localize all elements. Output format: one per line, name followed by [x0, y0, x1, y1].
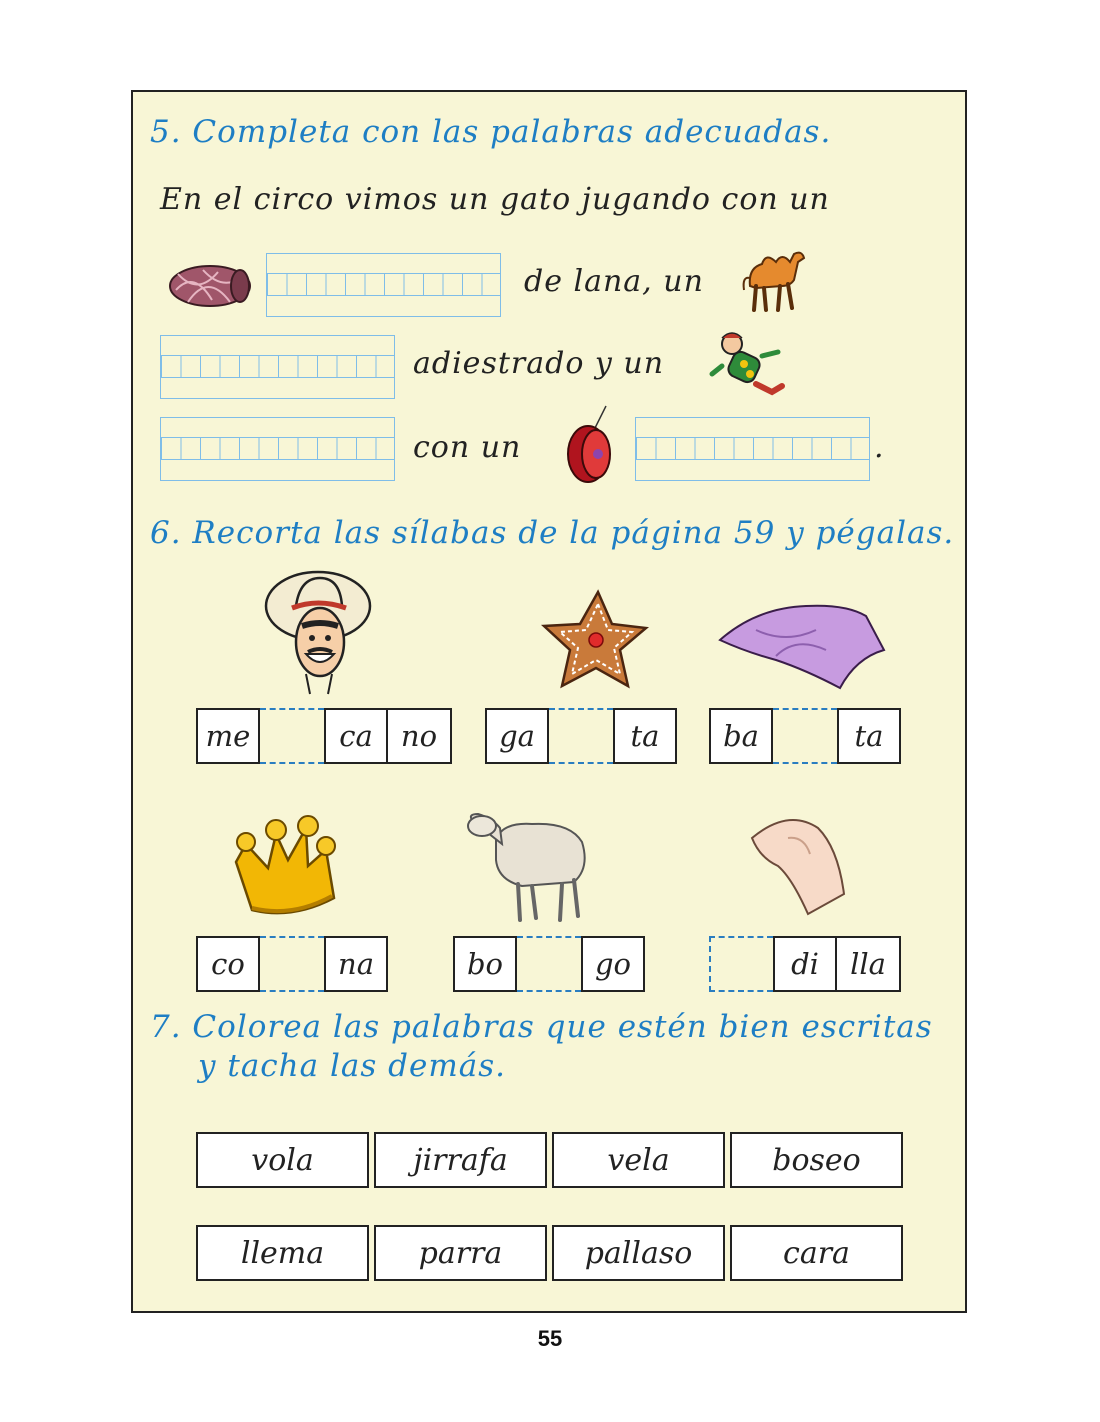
syllable-row-star: [485, 708, 677, 764]
lamb-icon: [462, 800, 592, 924]
word-box[interactable]: pallaso: [552, 1225, 725, 1281]
syllable-blank[interactable]: [517, 936, 581, 992]
syllable-row-mexican: [196, 708, 452, 764]
answer-box-camel[interactable]: [160, 335, 395, 399]
answer-box-yoyo[interactable]: [635, 417, 870, 481]
word-box[interactable]: boseo: [730, 1132, 903, 1188]
syllable-box: no: [388, 708, 452, 764]
word-box[interactable]: cara: [730, 1225, 903, 1281]
word-box[interactable]: vola: [196, 1132, 369, 1188]
answer-box-yarn[interactable]: [266, 253, 501, 317]
syllable-box: bo: [453, 936, 517, 992]
text-adiestrado: adiestrado y un: [413, 346, 665, 381]
word-box[interactable]: parra: [374, 1225, 547, 1281]
syllable-box: ta: [837, 708, 901, 764]
syllable-box: ga: [485, 708, 549, 764]
clown-icon: [708, 330, 790, 402]
exercise-5-instruction: 5. Completa con las palabras adecuadas.: [150, 114, 832, 150]
knee-icon: [748, 808, 852, 918]
syllable-blank[interactable]: [260, 936, 324, 992]
syllable-box: me: [196, 708, 260, 764]
syllable-blank[interactable]: [260, 708, 324, 764]
word-box[interactable]: vela: [552, 1132, 725, 1188]
syllable-box: ta: [613, 708, 677, 764]
syllable-blank[interactable]: [773, 708, 837, 764]
syllable-box: lla: [837, 936, 901, 992]
syllable-row-knee: [709, 936, 901, 992]
syllable-row-crown: [196, 936, 388, 992]
page-number: 55: [537, 1326, 563, 1351]
syllable-box: co: [196, 936, 260, 992]
syllable-box: ca: [324, 708, 388, 764]
gingerbread-star-icon: [540, 588, 650, 694]
answer-box-clown[interactable]: [160, 417, 395, 481]
syllable-box: ba: [709, 708, 773, 764]
cloth-icon: [716, 600, 886, 692]
syllable-row-cloth: [709, 708, 901, 764]
exercise-7-instruction-line2: y tacha las demás.: [198, 1048, 506, 1084]
syllable-box: go: [581, 936, 645, 992]
text-con-un: con un: [413, 430, 522, 465]
syllable-row-lamb: [453, 936, 645, 992]
word-box[interactable]: llema: [196, 1225, 369, 1281]
syllable-blank[interactable]: [709, 936, 773, 992]
sentence-period: .: [874, 430, 885, 465]
syllable-box: na: [324, 936, 388, 992]
exercise-7-instruction: 7. Colorea las palabras que estén bien escritas: [150, 1009, 933, 1045]
syllable-box: di: [773, 936, 837, 992]
word-box[interactable]: jirrafa: [374, 1132, 547, 1188]
mexican-man-icon: [266, 570, 376, 698]
exercise-6-instruction: 6. Recorta las sílabas de la página 59 y pégalas.: [150, 515, 955, 551]
syllable-blank[interactable]: [549, 708, 613, 764]
yoyo-icon: [560, 404, 618, 486]
text-de-lana: de lana, un: [524, 264, 704, 299]
yarn-ball-icon: [168, 262, 252, 310]
crown-icon: [222, 814, 342, 920]
exercise-5-sentence-line1: En el circo vimos un gato jugando con un: [160, 182, 830, 217]
camel-icon: [736, 246, 808, 314]
